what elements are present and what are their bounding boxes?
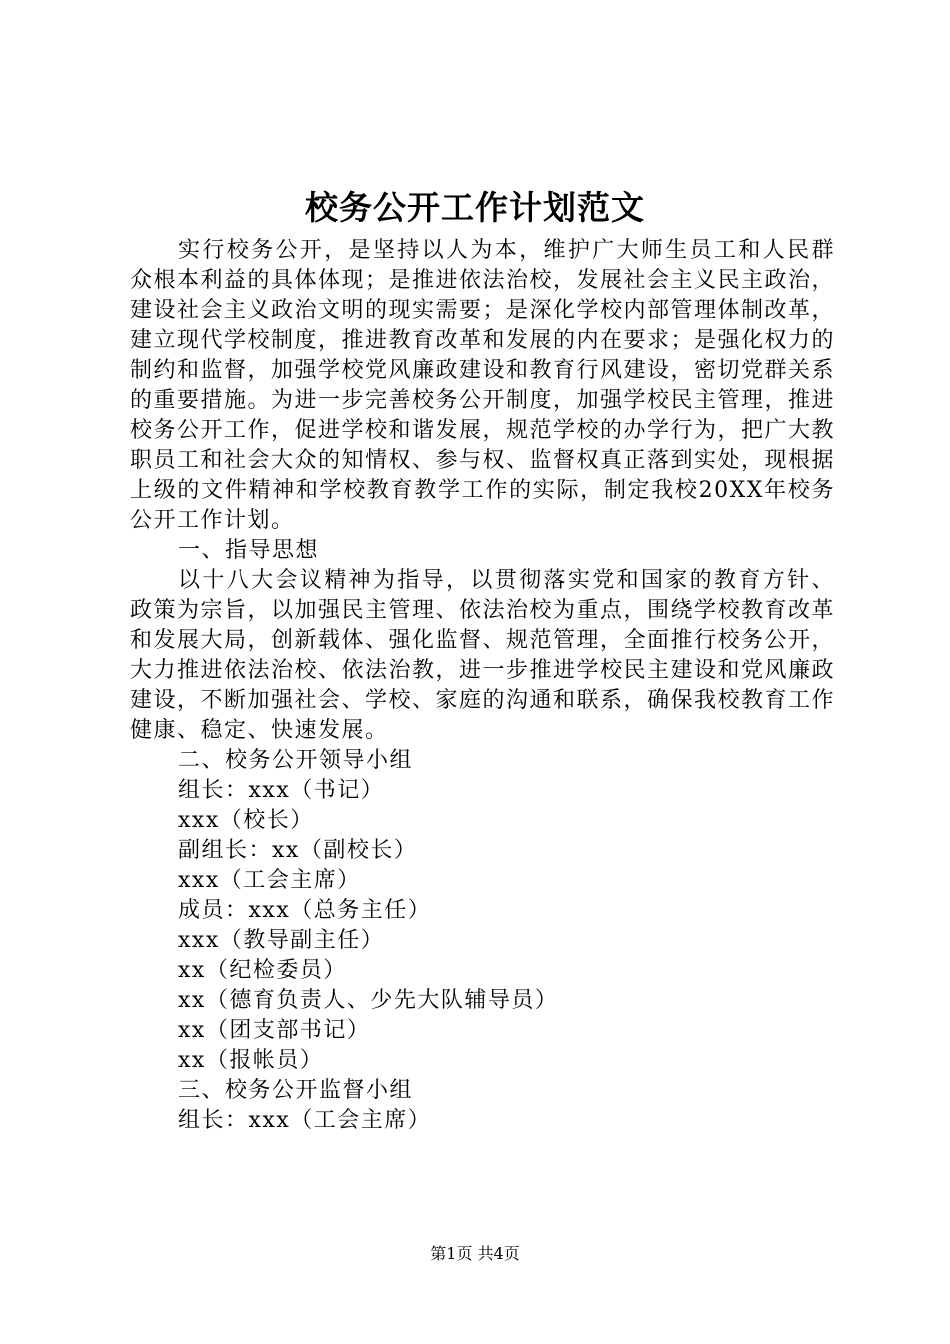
document-title: 校务公开工作计划范文 [305,188,645,227]
document-body [130,236,835,1136]
guiding-thought-paragraph: 以十八大会议精神为指导，以贯彻落实党和国家的教育方针、政策为宗旨，以加强民主管理、依法治校为重点，围绕学校教育改革和发展大局，创新载体、强化监督、规范管理，全面推行校务公开，大力推进依法治校、依法治教，进一步推进学校民主建设和党风廉政建设，不断加强社会、学校、家庭的沟通和联系，确保我校教育工作健康、稳定、快速发展。 [130,568,836,743]
list-item: xx（团支部书记） [178,1018,371,1043]
section-heading-supervision-group: 三、校务公开监督小组 [178,1078,414,1103]
list-item: xxx（教导副主任） [178,928,385,953]
page-footer: 第1页 共4页 [430,1244,520,1263]
section-heading-leadership-group: 二、校务公开领导小组 [178,748,414,773]
list-item: 副组长：xx（副校长） [178,838,418,863]
list-item: xxx（工会主席） [178,868,361,893]
list-item: xx（纪检委员） [178,958,347,983]
list-item: xx（报帐员） [178,1048,324,1073]
list-item: 组长：xxx（工会主席） [178,1108,432,1133]
list-item: xx（德育负责人、少先大队辅导员） [178,988,559,1013]
section-heading-guiding-thought: 一、指导思想 [178,538,320,563]
list-item: xxx（校长） [178,808,314,833]
list-item: 成员：xxx（总务主任） [178,898,432,923]
list-item: 组长：xxx（书记） [178,778,385,803]
intro-paragraph: 实行校务公开，是坚持以人为本，维护广大师生员工和人民群众根本利益的具体体现；是推进依法治校，发展社会主义民主政治，建设社会主义政治文明的现实需要；是深化学校内部管理体制改革，建立现代学校制度，推进教育改革和发展的内在要求；是强化权力的制约和监督，加强学校党风廉政建设和教育行风建设，密切党群关系的重要措施。为进一步完善校务公开制度，加强学校民主管理，推进校务公开工作，促进学校和谐发展，规范学校的办学行为，把广大教职员工和社会大众的知情权、参与权、监督权真正落到实处，现根据上级的文件精神和学校教育教学工作的实际，制定我校20XX年校务公开工作计划。 [130,238,836,533]
